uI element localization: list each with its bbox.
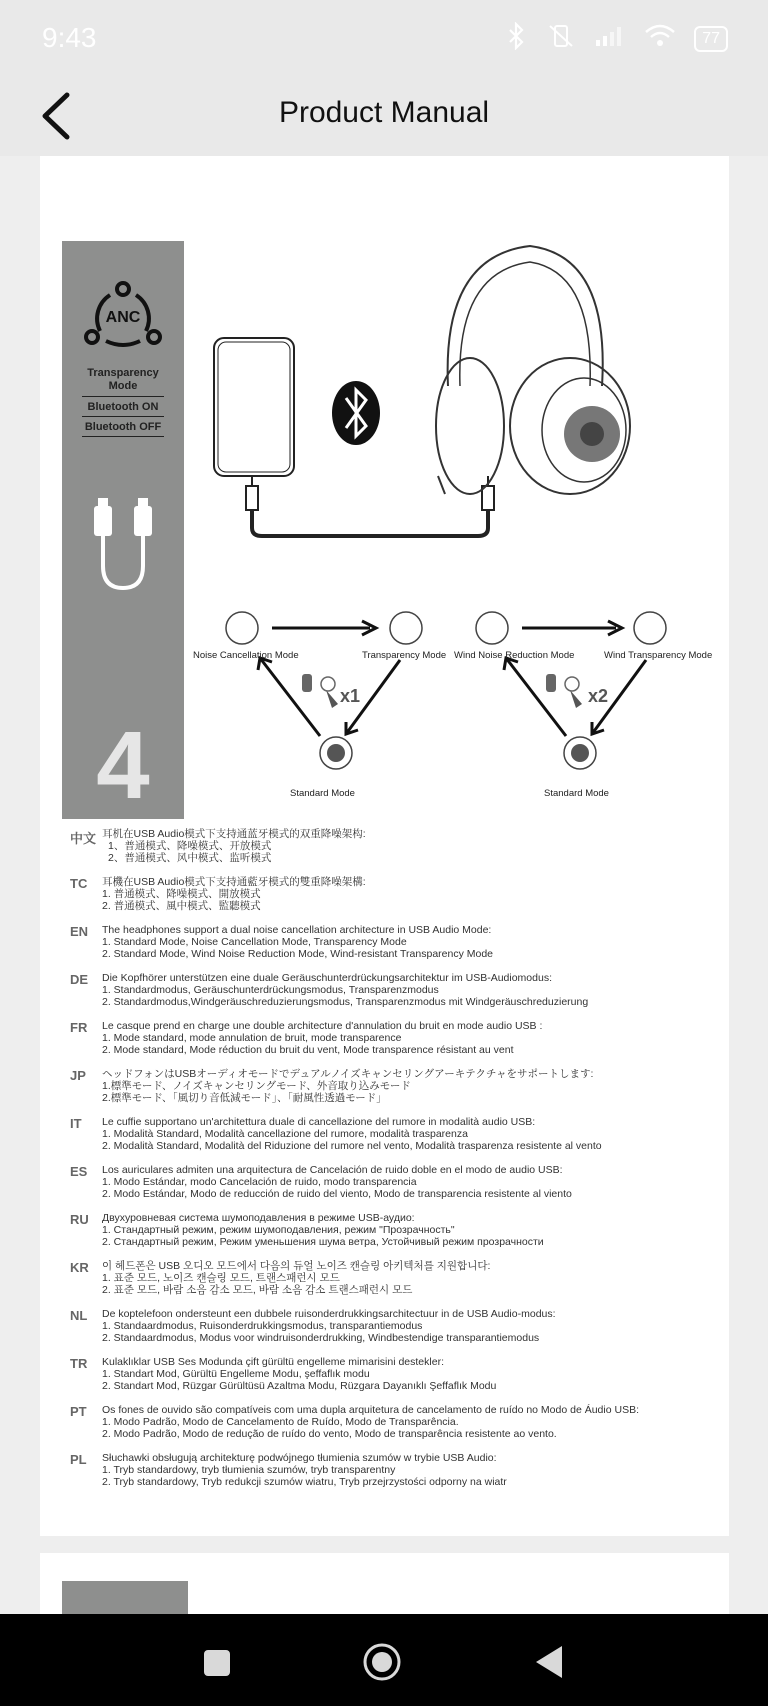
lang-line: 1. Modo Padrão, Modo de Cancelamento de Ruído, Modo de Transparência.: [102, 1416, 459, 1428]
label-standard-right: Standard Mode: [544, 788, 609, 799]
divider: [82, 396, 164, 397]
lang-line: 2. Modo Estándar, Modo de reducción de ruido del viento, Modo de transparencia resistente al viento: [102, 1188, 572, 1200]
lang-code: FR: [70, 1020, 88, 1035]
lang-line: Die Kopfhörer unterstützen eine duale Geräuschunterdrückungsarchitektur im USB-Audiomodus:: [102, 972, 552, 984]
home-button[interactable]: [362, 1642, 402, 1682]
lang-line: ヘッドフォンはUSBオーディオモードでデュアルノイズキャンセリングアーキテクチャをサポートします:: [102, 1068, 594, 1080]
lang-line: 耳機在USB Audio模式下支持通藍牙模式的雙重降噪架構:: [102, 876, 366, 888]
lang-code: KR: [70, 1260, 89, 1275]
lang-code: PT: [70, 1404, 87, 1419]
lang-line: 2. Standardmodus,Windgeräuschreduzierungsmodus, Transparenzmodus mit Windgeräuschreduzierung: [102, 996, 589, 1008]
lang-line: Os fones de ouvido são compatíveis com uma dupla arquitetura de cancelamento de ruído no Modo de Áudio USB:: [102, 1404, 639, 1416]
divider: [82, 416, 164, 417]
lang-code: NL: [70, 1308, 88, 1323]
label-transparency: Transparency Mode: [362, 650, 447, 661]
mode-transparency-2: Mode: [108, 380, 138, 392]
label-standard-left: Standard Mode: [290, 788, 355, 799]
manual-page: [40, 156, 729, 1536]
usb-c-cable-icon: [92, 496, 154, 596]
lang-line: 1. Standard Mode, Noise Cancellation Mode, Transparency Mode: [102, 936, 407, 948]
vibrate-icon: [546, 24, 576, 53]
lang-line: 2、普通模式、风中模式、监听模式: [108, 852, 272, 864]
press-count-x1: x1: [340, 686, 361, 706]
anc-label: ANC: [105, 309, 141, 326]
lang-line: 1. Mode standard, mode annulation de bruit, mode transparence: [102, 1032, 402, 1044]
lang-line: 2. Mode standard, Mode réduction du bruit du vent, Mode transparence résistant au vent: [102, 1044, 514, 1056]
label-wind-transparency: Wind Transparency Mode: [604, 650, 713, 661]
lang-line: De koptelefoon ondersteunt een dubbele ruisonderdrukkingsarchitectuur in de USB Audio-modus:: [102, 1308, 556, 1320]
lang-line: 2. Standart Mod, Rüzgar Gürültüsü Azaltma Modu, Rüzgara Dayanıklı Şeffaflık Modu: [102, 1380, 497, 1392]
lang-line: Słuchawki obsługują architekturę podwójnego tłumienia szumów w trybie USB Audio:: [102, 1452, 497, 1464]
status-icons: [504, 22, 728, 55]
lang-code: ES: [70, 1164, 88, 1179]
lang-line: Le cuffie supportano un'architettura duale di cancellazione del rumore in modalità audio USB:: [102, 1116, 536, 1128]
manual-viewer[interactable]: [0, 156, 768, 1614]
label-wind-noise-reduction: Wind Noise Reduction Mode: [454, 650, 575, 661]
lang-code: IT: [70, 1116, 82, 1131]
lang-line: Los auriculares admiten una arquitectura de Cancelación de ruido doble en el modo de audio USB:: [102, 1164, 563, 1176]
lang-line: 2. Standard Mode, Wind Noise Reduction Mode, Wind-resistant Transparency Mode: [102, 948, 494, 960]
step-sidebar: [62, 241, 184, 819]
lang-line: 2. 표준 모드, 바람 소음 감소 모드, 바람 소음 감소 트랜스패런시 모드: [102, 1284, 413, 1296]
lang-line: 1. Tryb standardowy, tryb tłumienia szumów, tryb transparentny: [102, 1464, 396, 1476]
bluetooth-icon: [504, 22, 528, 55]
lang-code: PL: [70, 1452, 87, 1467]
back-triangle-icon: [530, 1642, 570, 1682]
lang-line: 2.標準モード、「風切り音低減モード」、「耐風性透過モード」: [102, 1092, 387, 1104]
next-page-sidebar: [62, 1581, 188, 1614]
lang-line: 2. 普通模式、風中模式、監聽模式: [102, 900, 261, 912]
lang-line: The headphones support a dual noise cancellation architecture in USB Audio Mode:: [102, 924, 492, 936]
lang-line: 1. 普通模式、降噪模式、開放模式: [102, 888, 261, 900]
lang-code: TR: [70, 1356, 88, 1371]
mode-cycle-diagram: [210, 606, 730, 786]
lang-code: EN: [70, 924, 89, 939]
lang-line: 2. Modalità Standard, Modalità del Riduzione del rumore nel vento, Modalità trasparenza resistente al vento: [102, 1140, 602, 1152]
lang-code: 中文: [70, 831, 97, 846]
lang-code: TC: [70, 876, 88, 891]
lang-line: Kulaklıklar USB Ses Modunda çift gürültü engelleme mimarisini destekler:: [102, 1356, 444, 1368]
lang-line: 1. Standart Mod, Gürültü Engelleme Modu, şeffaflık modu: [102, 1368, 370, 1380]
lang-line: Двухуровневая система шумоподавления в режиме USB-аудио:: [102, 1212, 415, 1224]
lang-line: 1、普通模式、降噪模式、开放模式: [108, 840, 272, 852]
lang-code: DE: [70, 972, 89, 987]
label-noise-cancellation: Noise Cancellation Mode: [193, 650, 299, 661]
lang-line: 1. Standardmodus, Geräuschunterdrückungsmodus, Transparenzmodus: [102, 984, 439, 996]
system-nav-bar: [0, 1614, 768, 1706]
lang-line: Le casque prend en charge une double architecture d'annulation du bruit en mode audio USB :: [102, 1020, 543, 1032]
lang-code: RU: [70, 1212, 89, 1227]
wifi-icon: [644, 24, 676, 53]
lang-line: 1. Standaardmodus, Ruisonderdrukkingsmodus, transparantiemodus: [102, 1320, 423, 1332]
home-circle-icon: [362, 1642, 402, 1682]
press-count-x2: x2: [588, 686, 609, 706]
square-icon: [196, 1642, 236, 1682]
lang-line: 1.標準モード、ノイズキャンセリングモード、外音取り込みモード: [102, 1080, 411, 1092]
mode-bluetooth-off: Bluetooth OFF: [84, 421, 162, 433]
mode-bluetooth-on: Bluetooth ON: [87, 401, 159, 413]
lang-line: 2. Стандартный режим, Режим уменьшения шума ветра, Устойчивый режим прозрачности: [102, 1236, 544, 1248]
recents-button[interactable]: [196, 1642, 236, 1682]
lang-line: 1. Стандартный режим, режим шумоподавления, режим "Прозрачность": [102, 1224, 455, 1236]
lang-line: 이 헤드폰은 USB 오디오 모드에서 다음의 듀얼 노이즈 캔슬링 아키텍처를 지원합니다:: [102, 1260, 491, 1272]
divider: [82, 436, 164, 437]
status-bar: [0, 0, 768, 78]
lang-line: 1. Modo Estándar, modo Cancelación de ruido, modo transparencia: [102, 1176, 417, 1188]
lang-line: 1. 표준 모드, 노이즈 캔슬링 모드, 트랜스패런시 모드: [102, 1272, 340, 1284]
lang-line: 2. Standaardmodus, Modus voor windruisonderdrukking, Windbestendige transparantiemodus: [102, 1332, 540, 1344]
lang-line: 1. Modalità Standard, Modalità cancellazione del rumore, modalità trasparenza: [102, 1128, 468, 1140]
step-number: 4: [96, 712, 150, 819]
lang-code: JP: [70, 1068, 86, 1083]
lang-line: 2. Tryb standardowy, Tryb redukcji szumów wiatru, Tryb przejrzystości odporny na wiatr: [102, 1476, 507, 1488]
page-title: Product Manual: [278, 96, 490, 129]
lang-line: 2. Modo Padrão, Modo de redução de ruído do vento, Modo de transparência resistente ao vento.: [102, 1428, 557, 1440]
lang-line: 耳机在USB Audio模式下支持通蓝牙模式的双重降噪架构:: [102, 828, 366, 840]
status-time: 9:43: [42, 22, 97, 53]
back-nav-button[interactable]: [530, 1642, 570, 1682]
next-manual-page: [40, 1553, 729, 1614]
signal-icon: [594, 24, 626, 53]
app-bar: [0, 78, 768, 156]
battery-indicator: 77: [694, 26, 728, 52]
mode-transparency-1: Transparency: [87, 367, 159, 379]
connection-illustration: [210, 236, 720, 556]
